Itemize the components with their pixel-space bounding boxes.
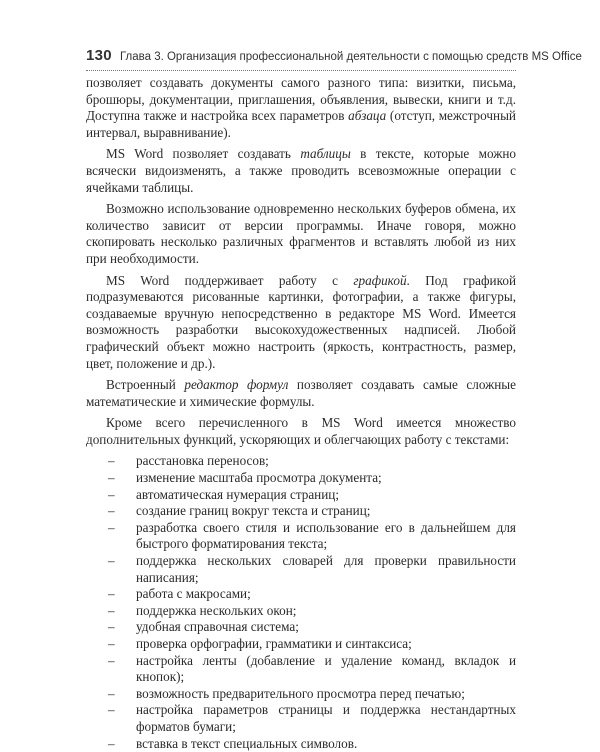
list-item	[86, 553, 516, 586]
list-item	[86, 586, 516, 603]
list-item-text: изменение масштаба просмотра документа;	[136, 470, 382, 486]
emphasized-term: редактор формул	[184, 377, 289, 393]
list-dash: –	[108, 619, 115, 635]
paragraph-text: Возможно использование одновременно нескольких буферов обмена, их количество зависит от версии программы. Иначе говоря, можно скопировать несколько различных фрагментов и вставлять любой из них при необходимости.	[86, 201, 516, 266]
list-item	[86, 686, 516, 703]
list-item-text: поддержка нескольких окон;	[136, 602, 297, 618]
feature-list	[86, 453, 516, 752]
paragraph	[86, 415, 516, 448]
list-item-text: расстановка переносов;	[136, 453, 269, 469]
header-divider	[86, 70, 516, 71]
list-item	[86, 470, 516, 487]
list-item	[86, 603, 516, 620]
list-dash: –	[108, 519, 115, 535]
chapter-title: Глава 3. Организация профессиональной деятельности с помощью средств MS Office	[119, 51, 582, 63]
list-item-text: удобная справочная система;	[136, 619, 299, 635]
paragraph-text: позволяет создавать документы самого разного типа: визитки, письма, брошюры, документации, приглашения, объявления, вывески, книги и т.д. Доступна также и настройка всех параметров	[86, 75, 516, 124]
list-dash: –	[108, 553, 115, 569]
paragraph-text: MS Word позволяет создавать	[106, 146, 301, 162]
list-item-text: работа с макросами;	[136, 586, 251, 602]
paragraph-text: Кроме всего перечисленного в MS Word имеется множество дополнительных функций, ускоряющих и облегчающих работу с текстами:	[86, 415, 516, 447]
paragraph	[86, 273, 516, 373]
paragraph-text: MS Word поддерживает работу с	[106, 272, 354, 288]
list-dash: –	[108, 486, 115, 502]
emphasized-term: таблицы	[300, 146, 351, 162]
paragraph-text: . Под графикой подразумеваются рисованные картинки, фотографии, а также фигуры, создаваемые вручную непосредственно в редакторе MS Word. Имеется возможность разработки высокохудожественных надписей. Любой графический объект можно настроить (яркость, контрастность, размер, цвет, положение и др.).	[86, 272, 516, 371]
list-item	[86, 503, 516, 520]
paragraph	[86, 146, 516, 196]
list-dash: –	[108, 586, 115, 602]
list-item	[86, 702, 516, 735]
body-text	[86, 75, 516, 752]
list-item-text: вставка в текст специальных символов.	[136, 735, 358, 751]
list-dash: –	[108, 453, 115, 469]
list-dash: –	[108, 685, 115, 701]
paragraph	[86, 377, 516, 410]
list-item-text: создание границ вокруг текста и страниц;	[136, 503, 371, 519]
emphasized-term: абзаца	[348, 108, 387, 124]
list-item-text: поддержка нескольких словарей для проверки правильности написания;	[136, 553, 516, 585]
paragraph	[86, 201, 516, 267]
paragraph-text: Встроенный	[106, 377, 185, 393]
list-dash: –	[108, 652, 115, 668]
list-item-text: проверка орфографии, грамматики и синтаксиса;	[136, 636, 412, 651]
list-item	[86, 453, 516, 470]
emphasized-term: графикой	[353, 272, 407, 288]
running-header	[86, 47, 582, 64]
list-dash: –	[108, 636, 115, 651]
paragraph	[86, 75, 516, 141]
list-dash: –	[108, 602, 115, 618]
list-dash: –	[108, 702, 115, 718]
list-item	[86, 619, 516, 636]
list-item	[86, 520, 516, 553]
paragraph-text: позволяет создавать самые сложные математические и химические формулы.	[86, 377, 516, 409]
list-item-text: настройка параметров страницы и поддержка нестандартных форматов бумаги;	[136, 702, 516, 734]
list-item-text: автоматическая нумерация страниц;	[136, 486, 340, 502]
list-item-text: разработка своего стиля и использование его в дальнейшем для быстрого форматирования текста;	[136, 519, 516, 552]
list-dash: –	[108, 470, 115, 486]
list-item-text: настройка ленты (добавление и удаление команд, вкладок и кнопок);	[136, 652, 516, 685]
list-dash: –	[108, 735, 115, 751]
list-item	[86, 653, 516, 686]
page-number: 130	[86, 47, 112, 64]
list-item	[86, 487, 516, 504]
list-item-text: возможность предварительного просмотра перед печатью;	[136, 685, 465, 701]
paragraph-text: в тексте, которые можно всячески видоизменять, а также проводить всевозможные операции с ячейками таблицы.	[86, 146, 516, 195]
list-dash: –	[108, 503, 115, 519]
list-item	[86, 636, 516, 653]
paragraph-text: (отступ, межстрочный интервал, выравнивание).	[86, 108, 516, 140]
